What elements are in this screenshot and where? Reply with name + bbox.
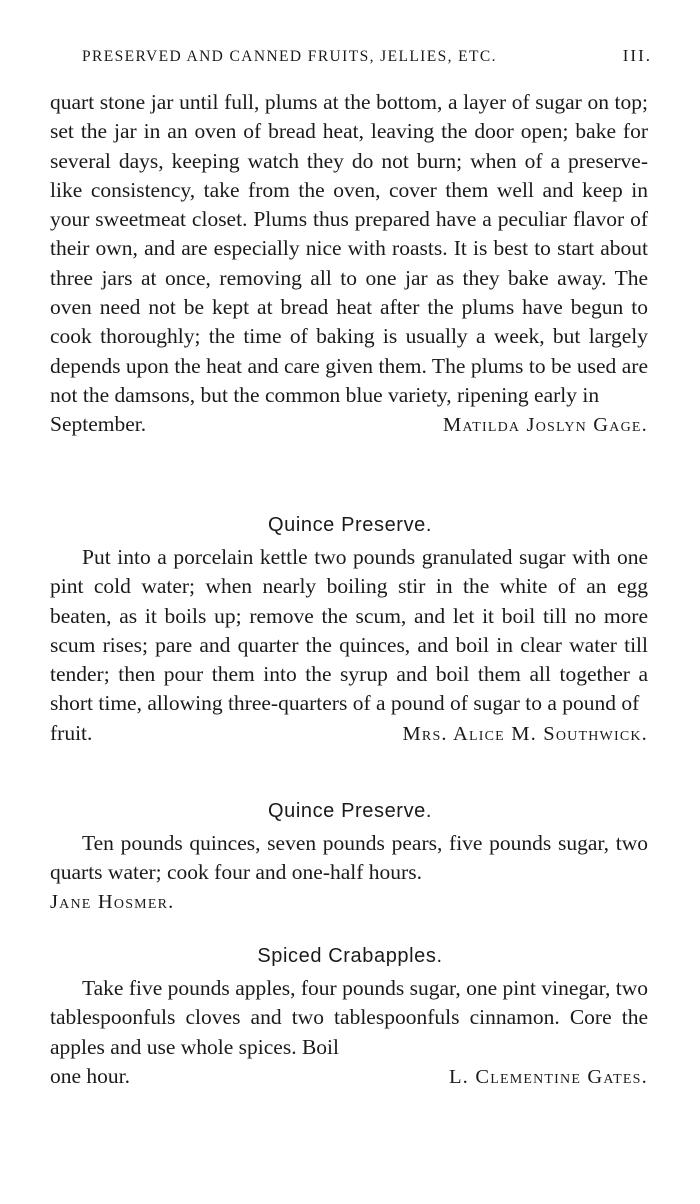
spiced-crabapples-title: Spiced Crabapples. (257, 945, 443, 967)
spiced-crabapples-last-word: one hour. (50, 1063, 131, 1088)
plums-recipe-continued (50, 88, 648, 441)
plums-credit-line (50, 410, 648, 440)
quince-preserve-1-title: Quince Preserve. (267, 514, 433, 536)
quince-preserve-1-text: Put into a porcelain kettle two pounds granulated sugar with one pint cold water; when nearly boiling stir in the white of an egg beaten, as it boils up; remove the scum, and let it boil till no more scum rises; pare and quarter the quinces, and boil in clear water till tender; then pour them into the syrup and boil them all together a short time, allowing three-quarters of a pound of sugar to a pound of (50, 545, 648, 716)
quince-preserve-2-text: Ten pounds quinces, seven pounds pears, five pounds sugar, two quarts water; cook four and one-half hours. (50, 831, 648, 885)
quince-preserve-1-credit-line (50, 719, 648, 749)
spiced-crabapples-credit: L. Clementine Gates. (448, 1065, 648, 1088)
spiced-crabapples-text: Take five pounds apples, four pounds sugar, one pint vinegar, two tablespoonfuls cloves and two tablespoonfuls cinnamon. Core the apples and use whole spices. Boil (50, 976, 648, 1059)
quince-preserve-2-recipe (50, 829, 648, 917)
quince-preserve-1-credit: Mrs. Alice M. Southwick. (402, 722, 648, 745)
running-head-title: PRESERVED AND CANNED FRUITS, JELLIES, ETC. (82, 48, 497, 65)
spiced-crabapples-credit-line (50, 1062, 648, 1092)
plums-recipe-text: quart stone jar until full, plums at the bottom, a layer of sugar on top; set the jar in an oven of bread heat, leaving the door open; bake for several days, keeping watch they do not burn; when of a preserve-like consistency, take from the oven, cover them well and keep in your sweetmeat closet. Plums thus prepared have a peculiar flavor of their own, and are especially nice with roasts. It is best to start about three jars at once, removing all to one jar as they bake away. The oven need not be kept at bread heat after the plums have begun to cook thoroughly; the time of baking is usually a week, but largely depends upon the heat and care given them. The plums to be used are not the damsons, but the common blue variety, ripening early in (50, 90, 648, 407)
running-head (82, 46, 652, 66)
quince-preserve-1-last-word: fruit. (50, 720, 93, 745)
quince-preserve-1-recipe (50, 543, 648, 749)
quince-preserve-2-title: Quince Preserve. (267, 800, 433, 822)
page-number: III. (622, 46, 652, 65)
plums-credit: Matilda Joslyn Gage. (443, 414, 648, 437)
quince-preserve-2-credit: Jane Hosmer. (50, 890, 175, 913)
spiced-crabapples-recipe (50, 974, 648, 1092)
plums-last-word: September. (50, 412, 147, 437)
